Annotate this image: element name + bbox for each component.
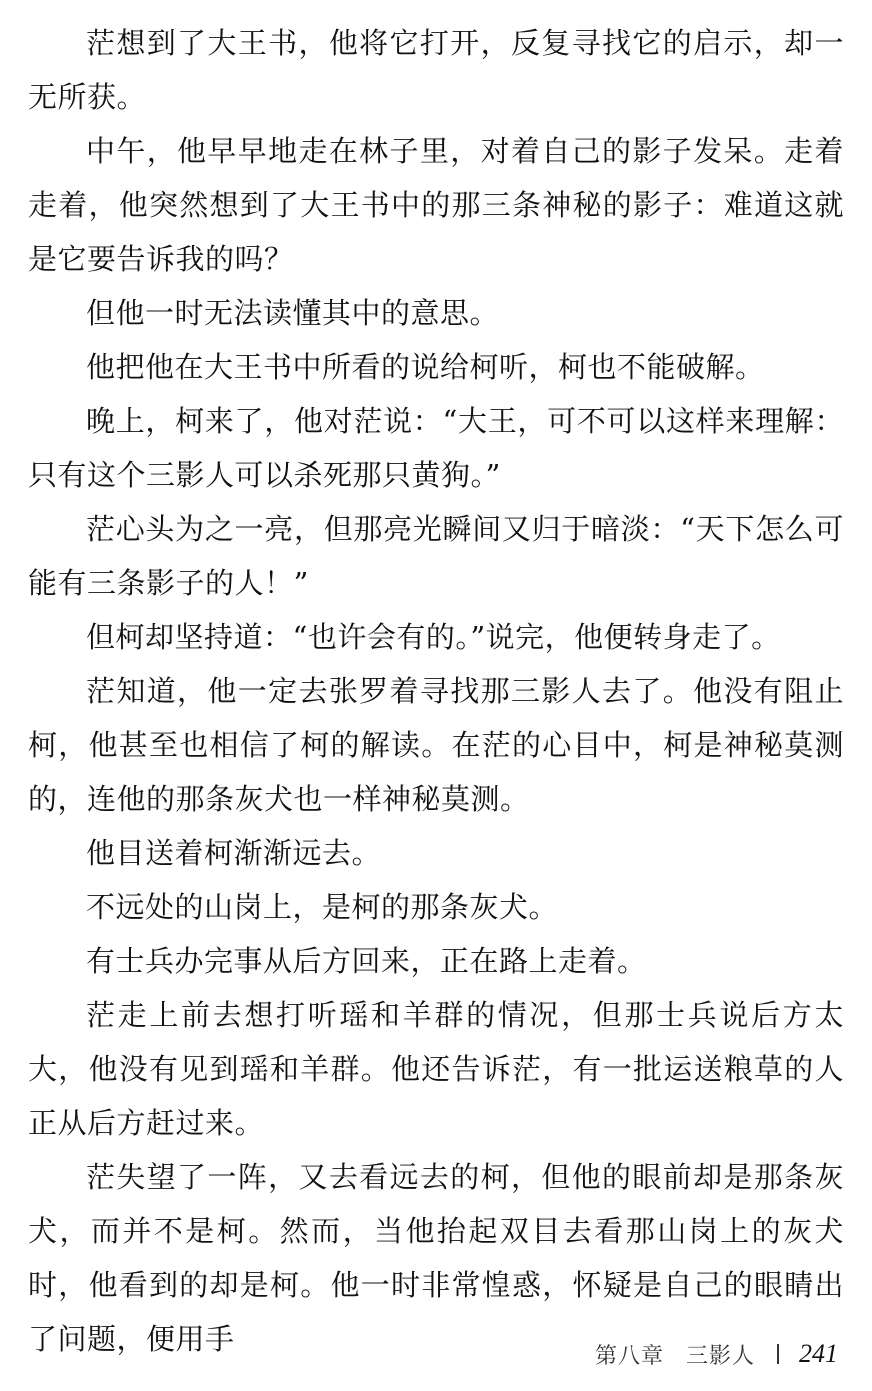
page-footer [595,1334,838,1374]
chapter-label: 第八章 [594,1343,664,1369]
paragraph: 有士兵办完事从后方回来，正在路上走着。 [86,944,647,978]
page-body [28,16,844,1366]
paragraph: 茫想到了大王书，他将它打开，反复寻找它的启示，却一无所获。 [28,26,844,114]
paragraph: 但柯却坚持道：“也许会有的。”说完，他便转身走了。 [86,620,781,654]
paragraph: 他目送着柯渐渐远去。 [86,836,382,870]
paragraph: 但他一时无法读懂其中的意思。 [86,296,500,330]
paragraph: 中午，他早早地走在林子里，对着自己的影子发呆。走着走着，他突然想到了大王书中的那三条神秘的影子：难道这就是它要告诉我的吗？ [28,134,844,276]
paragraph: 茫走上前去想打听瑶和羊群的情况，但那士兵说后方太大，他没有见到瑶和羊群。他还告诉茫，有一批运送粮草的人正从后方赶过来。 [28,998,844,1140]
page-number: 241 [799,1339,838,1368]
paragraph: 茫心头为之一亮，但那亮光瞬间又归于暗淡：“天下怎么可能有三条影子的人！” [28,512,844,600]
chapter-title: 三影人 [685,1343,755,1369]
footer-divider [777,1344,779,1364]
paragraph: 茫失望了一阵，又去看远去的柯，但他的眼前却是那条灰犬，而并不是柯。然而，当他抬起双目去看那山岗上的灰犬时，他看到的却是柯。他一时非常惶惑，怀疑是自己的眼睛出了问题，便用手 [28,1160,844,1356]
paragraph: 晚上，柯来了，他对茫说：“大王，可不可以这样来理解：只有这个三影人可以杀死那只黄狗。” [28,404,844,492]
paragraph: 他把他在大王书中所看的说给柯听，柯也不能破解。 [86,350,765,384]
paragraph: 茫知道，他一定去张罗着寻找那三影人去了。他没有阻止柯，他甚至也相信了柯的解读。在茫的心目中，柯是神秘莫测的，连他的那条灰犬也一样神秘莫测。 [28,674,844,816]
paragraph: 不远处的山岗上，是柯的那条灰犬。 [86,890,559,924]
